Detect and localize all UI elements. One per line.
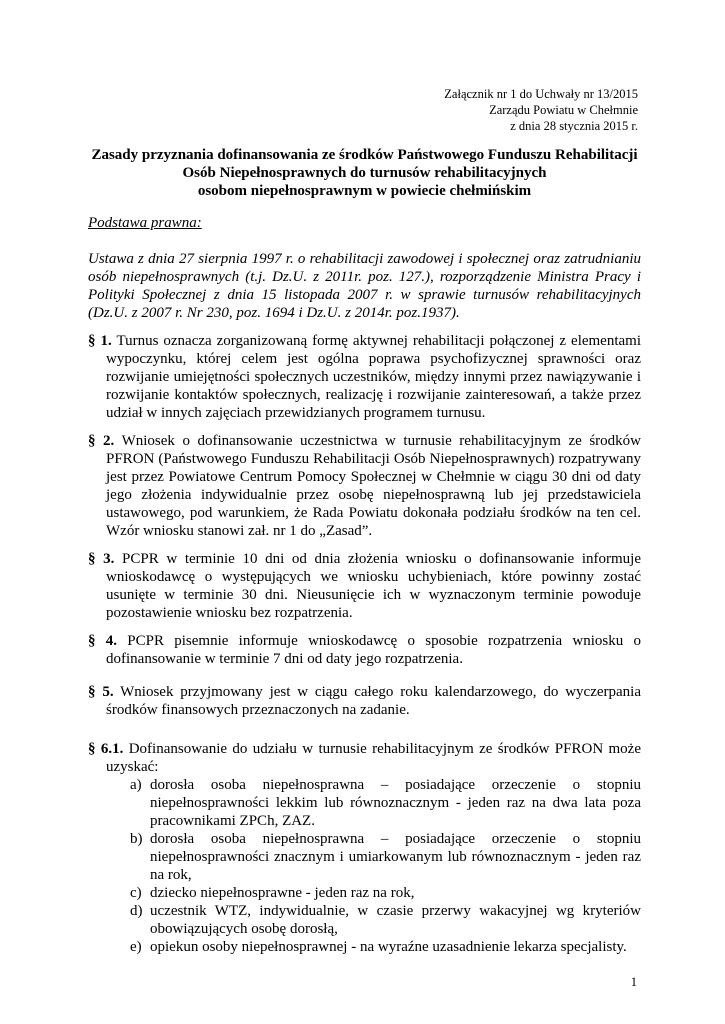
list-marker: d) bbox=[130, 903, 143, 919]
paragraph-2 bbox=[88, 432, 641, 540]
annex-line-2: Zarządu Powiatu w Chełmnie bbox=[489, 103, 638, 117]
annex-reference bbox=[444, 86, 638, 134]
paragraph-number: § 1. bbox=[88, 333, 112, 349]
legal-basis-text: Ustawa z dnia 27 sierpnia 1997 r. o rehabilitacji zawodowej i społecznej oraz zatrudnianiu osób niepełnosprawnych (t.j. Dz.U. z 2011r. poz. 127.), rozporządzenie Ministra Pracy i Polityki Społecznej z dnia 15 listopada 2007 r. w sprawie turnusów rehabilitacyjnych (Dz.U. z 2007 r. Nr 230, poz. 1694 i Dz.U. z 2014r. poz.1937). bbox=[88, 251, 641, 321]
paragraph-number: § 3. bbox=[88, 551, 115, 567]
list-item-text: opiekun osoby niepełnosprawnej - na wyraźne uzasadnienie lekarza specjalisty. bbox=[150, 939, 627, 955]
paragraph-number: § 6.1. bbox=[88, 741, 124, 757]
paragraph-text: Wniosek przyjmowany jest w ciągu całego roku kalendarzowego, do wyczerpania środków finansowych przeznaczonych na zadanie. bbox=[106, 684, 641, 718]
list-item-text: dorosła osoba niepełnosprawna – posiadające orzeczenie o stopniu niepełnosprawności lekkim lub równoznacznym - jeden raz na dwa lata poza pracownikami ZPCh, ZAZ. bbox=[150, 777, 641, 829]
list-item bbox=[130, 776, 641, 830]
list-marker: b) bbox=[130, 831, 143, 847]
eligibility-list bbox=[106, 776, 641, 956]
list-item bbox=[130, 902, 641, 938]
paragraph-3 bbox=[88, 550, 641, 622]
list-marker: a) bbox=[130, 777, 142, 793]
document-title bbox=[87, 146, 642, 200]
annex-line-3: z dnia 28 stycznia 2015 r. bbox=[510, 119, 638, 133]
paragraph-1 bbox=[88, 332, 641, 422]
list-item bbox=[130, 884, 641, 902]
list-marker: e) bbox=[130, 939, 142, 955]
paragraph-number: § 5. bbox=[88, 684, 114, 700]
annex-line-1: Załącznik nr 1 do Uchwały nr 13/2015 bbox=[444, 87, 638, 101]
title-line-2: Osób Niepełnosprawnych do turnusów rehabilitacyjnych bbox=[182, 165, 547, 181]
page-number: 1 bbox=[630, 975, 637, 989]
paragraph-text: Dofinansowanie do udziału w turnusie rehabilitacyjnym ze środków PFRON może uzyskać: bbox=[106, 741, 642, 775]
title-line-1: Zasady przyznania dofinansowania ze środków Państwowego Funduszu Rehabilitacji bbox=[91, 147, 638, 163]
paragraph-text: Turnus oznacza zorganizowaną formę aktywnej rehabilitacji połączonej z elementami wypoczynku, której celem jest ogólna poprawa psychofizycznej sprawności oraz rozwijanie umiejętności społecznych uczestników, między innymi przez nawiązywanie i rozwijanie kontaktów społecznych, realizację i rozwijanie zainteresowań, a także przez udział w innych zajęciach przewidzianych programem turnusu. bbox=[106, 333, 642, 421]
title-line-3: osobom niepełnosprawnym w powiecie chełmińskim bbox=[197, 183, 532, 199]
paragraph-6-1 bbox=[88, 740, 641, 956]
paragraph-number: § 2. bbox=[88, 433, 115, 449]
list-item bbox=[130, 830, 641, 884]
list-marker: c) bbox=[130, 885, 142, 901]
legal-basis-heading: Podstawa prawna: bbox=[88, 215, 202, 231]
paragraph-text: PCPR pisemnie informuje wnioskodawcę o sposobie rozpatrzenia wniosku o dofinansowanie w terminie 7 dni od daty jego rozpatrzenia. bbox=[106, 633, 641, 667]
paragraph-text: PCPR w terminie 10 dni od dnia złożenia wniosku o dofinansowanie informuje wnioskodawcę o występujących we wniosku uchybieniach, które powinny zostać usunięte w terminie 30 dni. Nieusunięcie ich w wyznaczonym terminie powoduje pozostawienie wniosku bez rozpatrzenia. bbox=[106, 551, 641, 621]
list-item-text: dziecko niepełnosprawne - jeden raz na rok, bbox=[150, 885, 415, 901]
list-item-text: dorosła osoba niepełnosprawna – posiadające orzeczenie o stopniu niepełnosprawności znacznym i umiarkowanym lub równoznacznym - jeden raz na rok, bbox=[150, 831, 641, 883]
paragraph-4 bbox=[88, 632, 641, 668]
paragraph-text: Wniosek o dofinansowanie uczestnictwa w turnusie rehabilitacyjnym ze środków PFRON (Państwowego Funduszu Rehabilitacji Osób Niepełnosprawnych) rozpatrywany jest przez Powiatowe Centrum Pomocy Społecznej w Chełmnie w ciągu 30 dni od daty jego złożenia indywidualnie przez osobę niepełnosprawną lub jej przedstawiciela ustawowego, pod warunkiem, że Rada Powiatu dokonała podziału środków na ten cel. Wzór wniosku stanowi zał. nr 1 do „Zasad”. bbox=[106, 433, 642, 539]
paragraph-number: § 4. bbox=[88, 633, 118, 649]
paragraph-5 bbox=[88, 683, 641, 719]
list-item bbox=[130, 938, 641, 956]
list-item-text: uczestnik WTZ, indywidualnie, w czasie przerwy wakacyjnej wg kryteriów obowiązujących osobę dorosłą, bbox=[150, 903, 641, 937]
